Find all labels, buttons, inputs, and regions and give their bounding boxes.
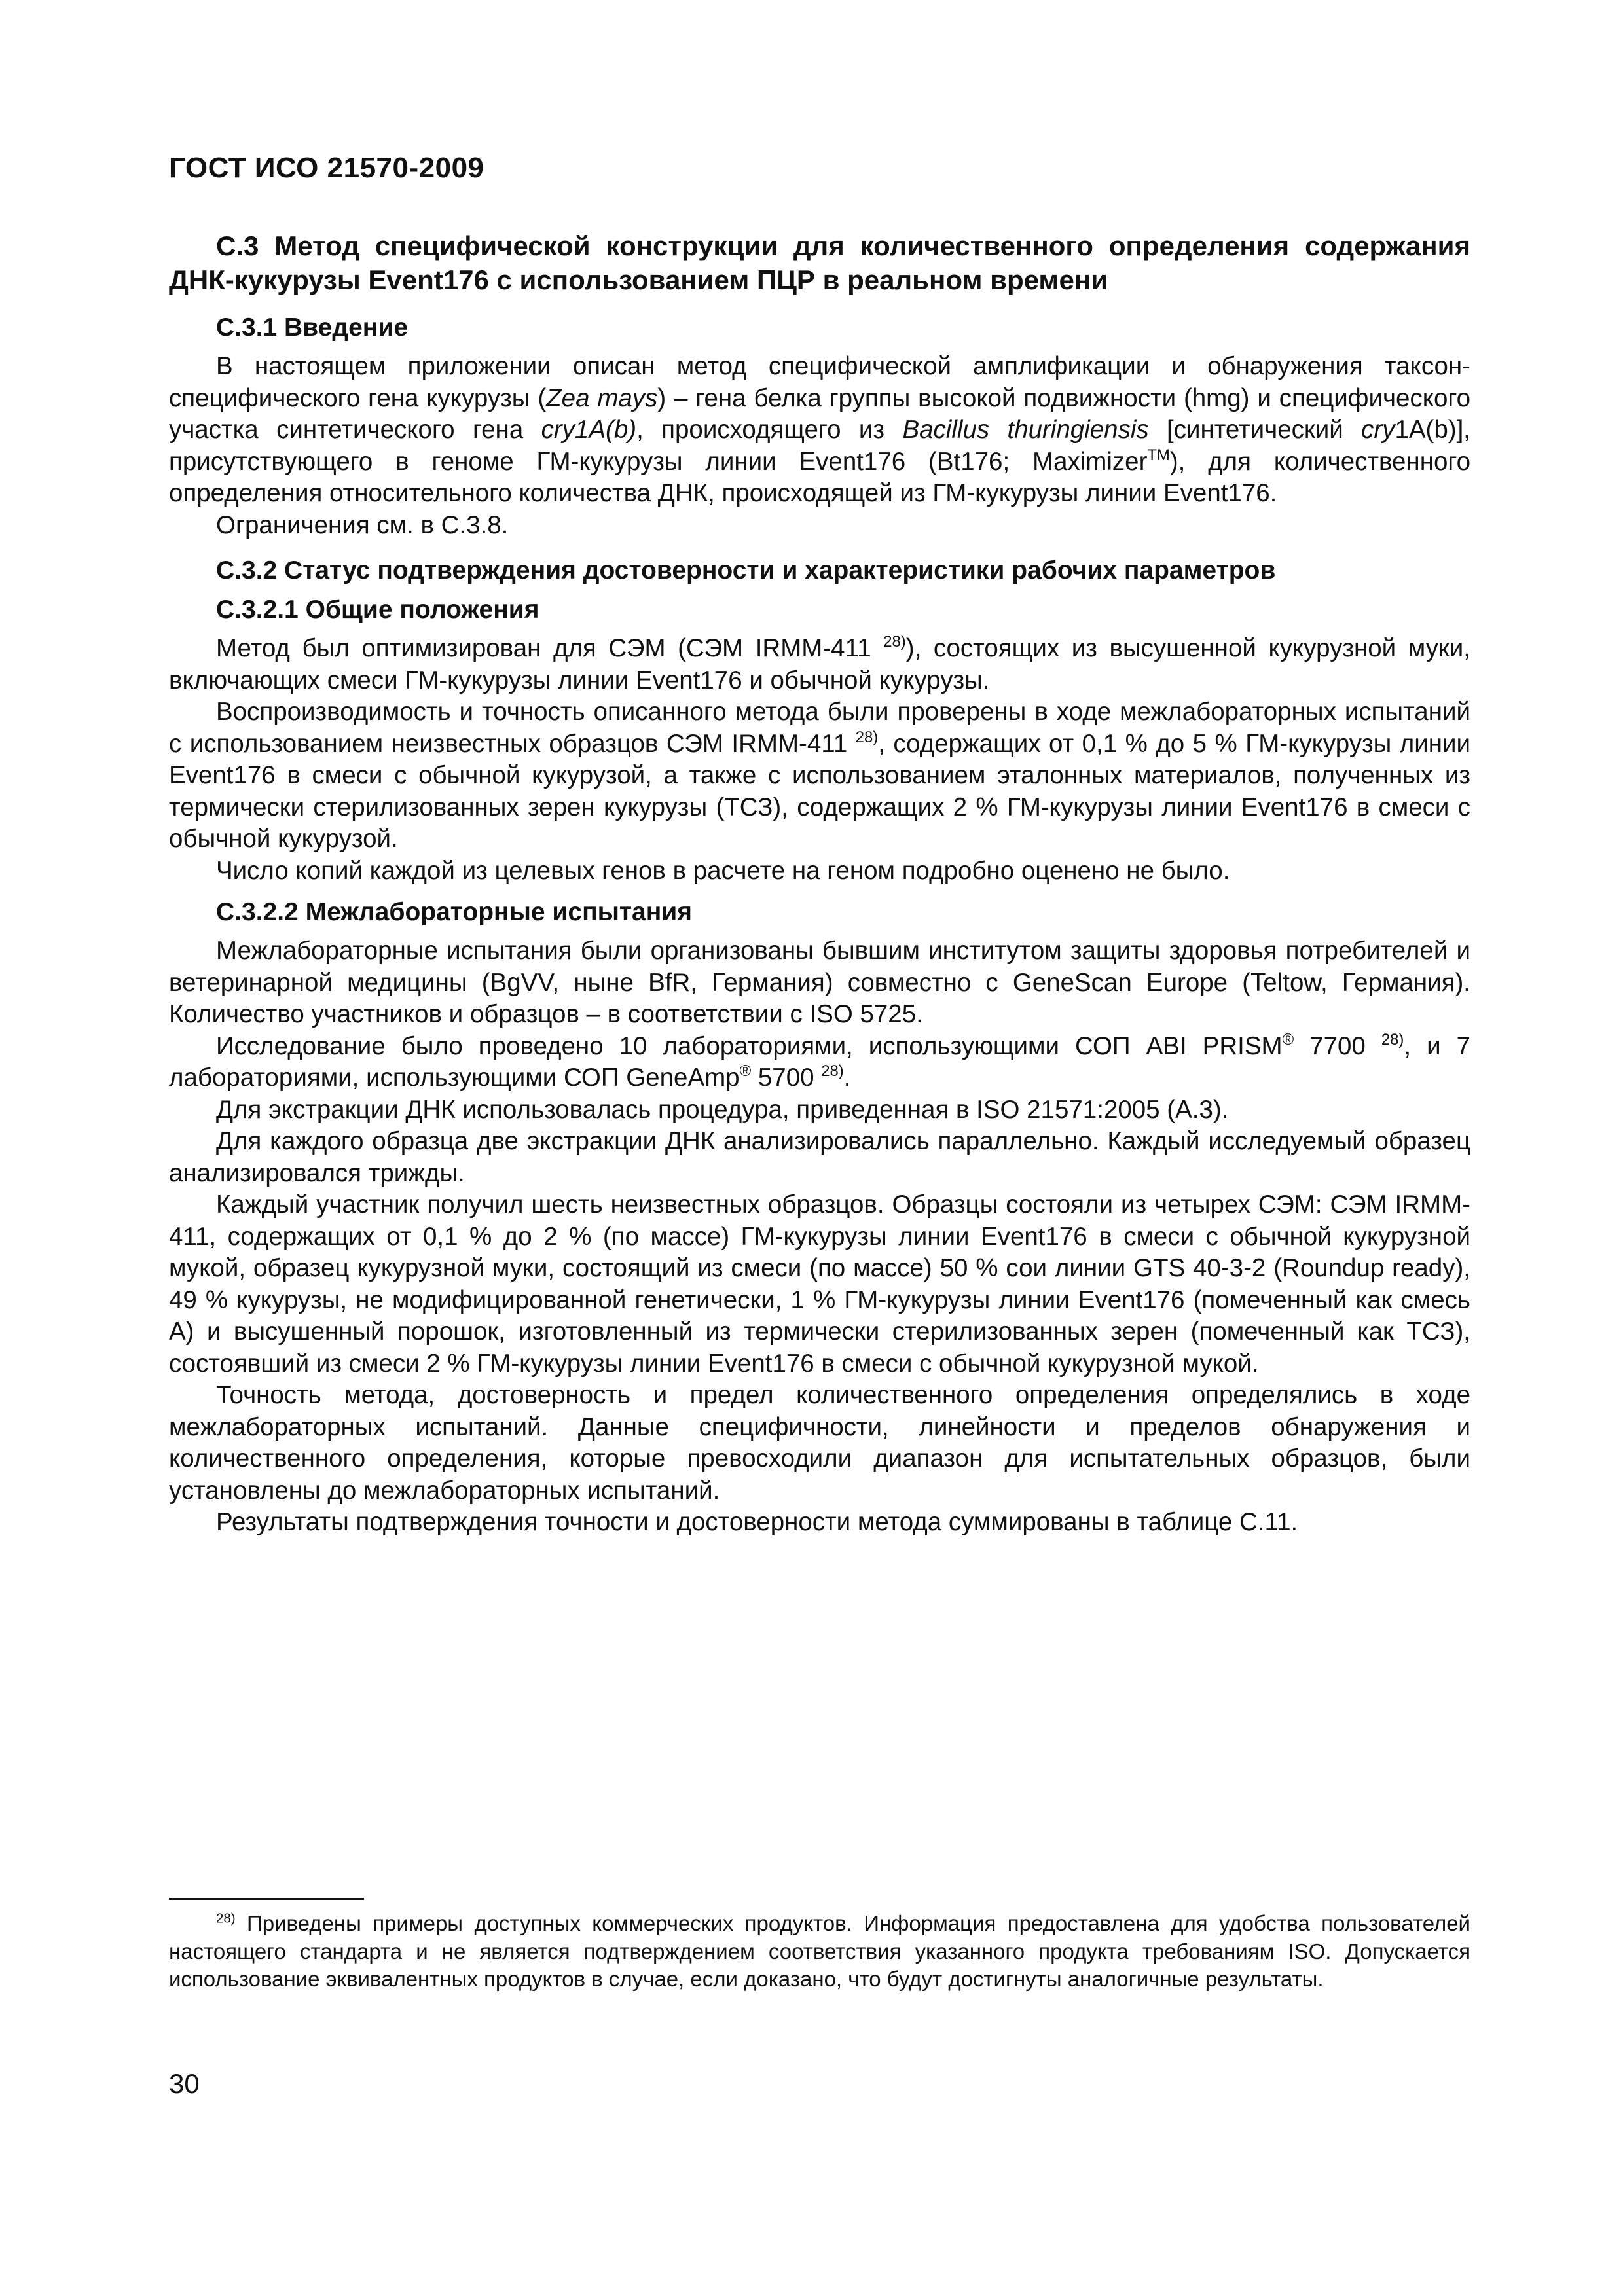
text-run: Воспроизводимость и точность описанного метода были проверены в ходе межлабораторных испытаний с использованием неизвестных образцов СЭМ IRMM-411: [169, 698, 1470, 758]
general-heading: С.3.2.1 Общие положения: [216, 596, 539, 624]
species-name: Bacillus thuringiensis: [902, 416, 1149, 444]
intro-heading: С.3.1 Введение: [216, 314, 409, 342]
interlab-paragraph-7: Результаты подтверждения точности и достоверности метода суммированы в таблице С.11.: [216, 1508, 1298, 1536]
intro-paragraph-2: Ограничения см. в С.3.8.: [216, 511, 509, 539]
text-run: ), для количественного определения относительного количества ДНК, происходящей из ГМ-кукурузы линии Event176.: [169, 447, 1470, 507]
text-run: ), состоящих из высушенной кукурузной муки, включающих смеси ГМ-кукурузы линии Event176 и обычной кукурузы.: [169, 634, 1470, 694]
page-number: 30: [169, 2068, 200, 2099]
text-run: , содержащих от 0,1 % до 5 % ГМ-кукурузы линии Event176 в смеси с обычной кукурузой, а также с использованием эталонных материалов, полученных из термически стерилизованных зерен кукурузы (ТСЗ), содержащих 2 % ГМ-кукурузы линии Event176 в смеси с обычной кукурузой.: [169, 729, 1470, 853]
footnote-divider: [169, 1898, 364, 1900]
text-run: ) – гена белка группы высокой подвижности (hmg) и специфического участка синтетического гена: [169, 384, 1470, 444]
footnote-ref: 28): [1381, 1030, 1404, 1049]
gene-name: cry1A(b): [541, 416, 637, 444]
footnote-marker: 28): [216, 1910, 236, 1926]
footnote-ref: 28): [821, 1062, 844, 1081]
interlab-paragraph-3: Для экстракции ДНК использовалась процедура, приведенная в ISO 21571:2005 (А.3).: [216, 1095, 1229, 1124]
trademark-mark: TM: [1147, 446, 1170, 464]
section-title: С.3 Метод специфической конструкции для количественного определения содержания ДНК-кукурузы Event176 с использованием ПЦР в реальном времени: [169, 230, 1470, 295]
interlab-paragraph-5: Каждый участник получил шесть неизвестных образцов. Образцы состояли из четырех СЭМ: СЭМ IRMM-411, содержащих от 0,1 % до 2 % (по массе) ГМ-кукурузы линии Event176 в смеси с обычной кукурузной мукой, образец кукурузной муки, состоящий из смеси (по массе) 50 % сои линии GTS 40-3-2 (Roundup ready), 49 % кукурузы, не модифицированной генетически, 1 % ГМ-кукурузы линии Event176 (помеченный как смесь А) и высушенный порошок, изготовленный из термически стерилизованных зерен (помеченный как ТСЗ), состоявший из смеси 2 % ГМ-кукурузы линии Event176 в смеси с обычной кукурузной мукой.: [169, 1191, 1470, 1378]
footnote-ref: 28): [883, 633, 906, 651]
text-run: [синтетический: [1148, 416, 1362, 444]
interlab-paragraph-2: [169, 1031, 1470, 1094]
intro-paragraph-1: [169, 351, 1470, 510]
text-run: 7700: [1294, 1031, 1381, 1060]
footnote-text: Приведены примеры доступных коммерческих продуктов. Информация предоставлена для удобства пользователей настоящего стандарта и не является подтверждением соответствия указанного продукта требованиям ISO. Допускается использование эквивалентных продуктов в случае, если доказано, что будут достигнуты аналогичные результаты.: [169, 1911, 1470, 1991]
text-run: 1A(b)], присутствующего в геноме ГМ-кукурузы линии Event176 (Bt176; Maximizer: [169, 416, 1470, 476]
text-run: , и 7 лабораториями, использующими СОП GeneAmp: [169, 1031, 1470, 1092]
document-body: [169, 229, 1470, 1539]
gene-name: cry: [1361, 416, 1395, 444]
footnote: [169, 1910, 1470, 1994]
text-run: В настоящем приложении описан метод специфической амплификации и обнаружения таксон-специфического гена кукурузы (: [169, 352, 1470, 412]
footnote-ref: 28): [855, 728, 879, 746]
interlab-heading: С.3.2.2 Межлабораторные испытания: [216, 898, 693, 926]
general-paragraph-1: [169, 633, 1470, 696]
species-name: Zea mays: [546, 384, 658, 412]
status-heading: С.3.2 Статус подтверждения достоверности и характеристики рабочих параметров: [216, 556, 1276, 584]
general-paragraph-3: Число копий каждой из целевых генов в расчете на геном подробно оценено не было.: [216, 856, 1230, 885]
text-run: 5700: [751, 1064, 822, 1092]
interlab-paragraph-1: Межлабораторные испытания были организованы бывшим институтом защиты здоровья потребителей и ветеринарной медицины (BgVV, ныне BfR, Германия) совместно с GeneScan Europe (Teltow, Германия). Количество участников и образцов – в соответствии с ISO 5725.: [169, 937, 1470, 1028]
document-header: ГОСТ ИСО 21570-2009: [169, 152, 484, 184]
text-run: .: [843, 1064, 851, 1092]
text-run: Метод был оптимизирован для СЭМ (СЭМ IRMM-411: [216, 634, 884, 662]
text-run: Исследование было проведено 10 лабораториями, использующими СОП ABI PRISM: [216, 1031, 1283, 1060]
registered-mark: ®: [1282, 1030, 1294, 1049]
text-run: , происходящего из: [636, 416, 903, 444]
registered-mark: ®: [739, 1062, 752, 1081]
general-paragraph-2: [169, 696, 1470, 855]
interlab-paragraph-6: Точность метода, достоверность и предел количественного определения определялись в ходе межлабораторных испытаний. Данные специфичности, линейности и пределов обнаружения и количественного определения, которые превосходили диапазон для испытательных образцов, были установлены до межлабораторных испытаний.: [169, 1381, 1470, 1505]
interlab-paragraph-4: Для каждого образца две экстракции ДНК анализировались параллельно. Каждый исследуемый образец анализировался трижды.: [169, 1127, 1470, 1187]
